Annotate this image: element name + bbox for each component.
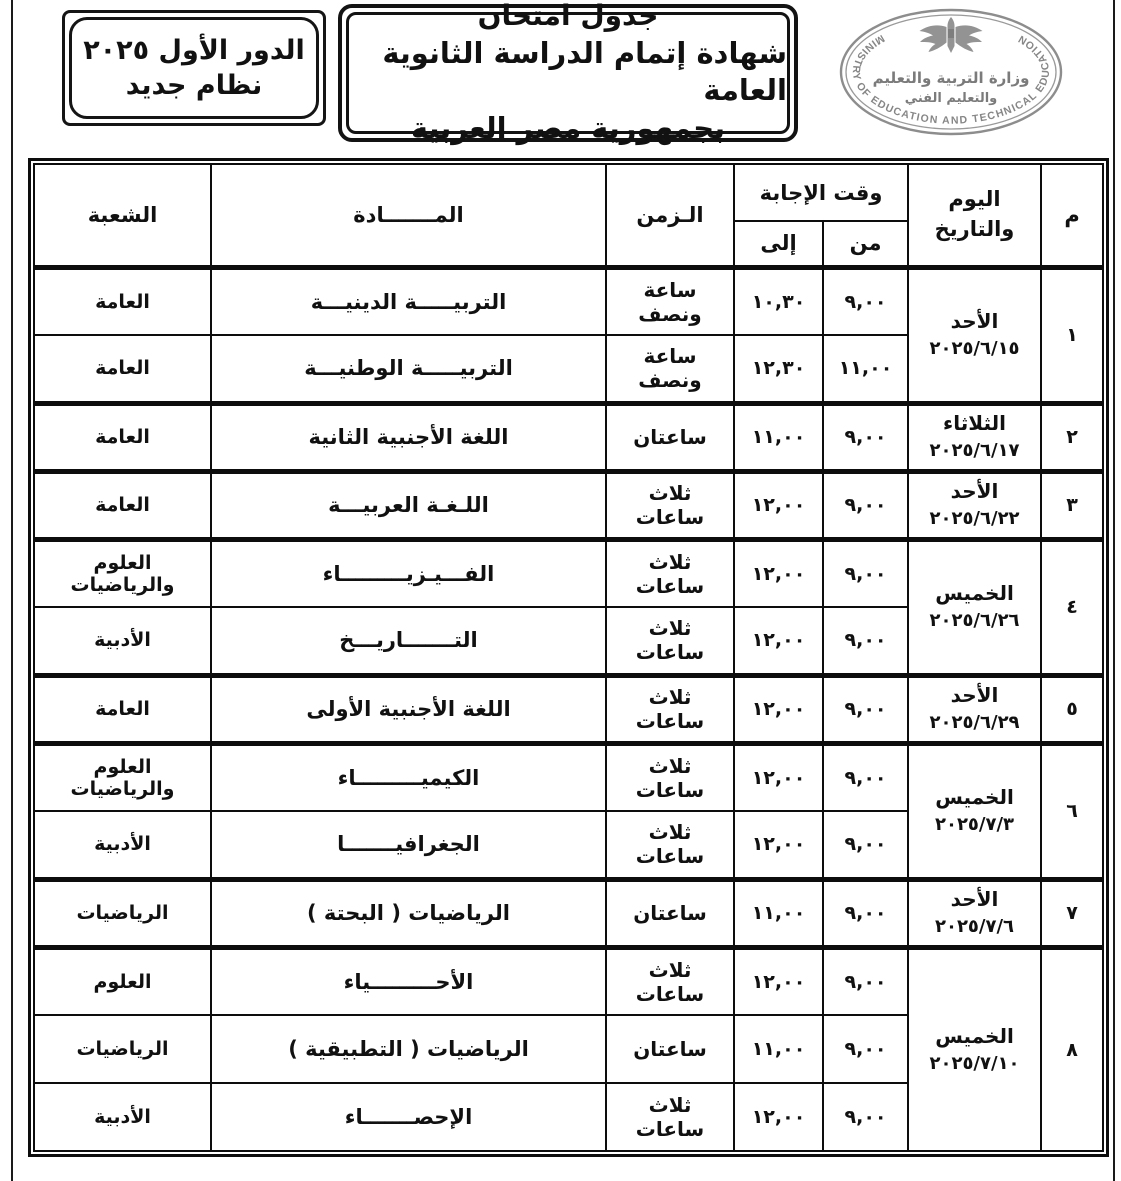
session-box	[62, 10, 326, 126]
branch-cell: العامة	[34, 267, 211, 335]
date-value: ٢٠٢٥/٦/٢٩	[929, 712, 1020, 734]
ministry-seal	[836, 5, 1066, 139]
from-cell: ٩,٠٠	[823, 607, 908, 675]
to-cell: ١٢,٠٠	[734, 471, 823, 539]
from-cell: ٩,٠٠	[823, 879, 908, 947]
duration-cell: ساعتان	[606, 1015, 734, 1083]
duration-cell: ثلاث ساعات	[606, 811, 734, 879]
branch-cell: العامة	[34, 335, 211, 403]
from-cell: ٩,٠٠	[823, 471, 908, 539]
branch-cell: العلوم والرياضيات	[34, 539, 211, 607]
duration-cell: ساعتان	[606, 879, 734, 947]
to-cell: ١١,٠٠	[734, 1015, 823, 1083]
day-date-cell	[908, 743, 1041, 879]
branch-cell: العامة	[34, 403, 211, 471]
from-cell: ٩,٠٠	[823, 675, 908, 743]
title-box-inner	[346, 0, 790, 146]
subject-cell: اللغة الأجنبية الأولى	[211, 675, 606, 743]
page-border-right	[1113, 0, 1115, 1181]
seal-arabic-line1: وزارة التربية والتعليم	[872, 69, 1030, 87]
subject-cell: اللـغـة العربيـــة	[211, 471, 606, 539]
subject-cell: الإحصـــــــاء	[211, 1083, 606, 1151]
day-name: الخميس	[935, 1024, 1014, 1049]
page-country: بجمهورية مصر العربية	[410, 111, 726, 146]
from-cell: ٩,٠٠	[823, 403, 908, 471]
date-value: ٢٠٢٥/٧/٦	[934, 916, 1015, 938]
seal-arabic-line2: والتعليم الفني	[904, 91, 998, 106]
duration-cell: ثلاث ساعات	[606, 539, 734, 607]
table-row	[34, 267, 1103, 335]
from-cell: ٩,٠٠	[823, 1083, 908, 1151]
to-cell: ١٢,٠٠	[734, 675, 823, 743]
day-name: الأحد	[950, 309, 999, 334]
num-cell: ٢	[1041, 403, 1103, 471]
branch-cell: الأدبية	[34, 607, 211, 675]
to-cell: ١٠,٣٠	[734, 267, 823, 335]
subject-cell: الكيميـــــــــاء	[211, 743, 606, 811]
page-border-left	[11, 0, 13, 1181]
subject-cell: الرياضيات ( التطبيقية )	[211, 1015, 606, 1083]
day-name: الأحد	[950, 479, 999, 504]
branch-cell: العلوم والرياضيات	[34, 743, 211, 811]
subject-cell: الفـــيـزيـــــــــاء	[211, 539, 606, 607]
page-subtitle: شهادة إتمام الدراسة الثانوية العامة	[382, 35, 787, 108]
subject-cell: التـــــــاريـــخ	[211, 607, 606, 675]
header-duration: الـزمن	[606, 164, 734, 267]
num-cell: ١	[1041, 267, 1103, 403]
header-from: من	[823, 221, 908, 267]
table-row	[34, 675, 1103, 743]
day-name: الثلاثاء	[943, 411, 1006, 436]
day-name: الخميس	[935, 785, 1014, 810]
branch-cell: الرياضيات	[34, 1015, 211, 1083]
duration-cell: ثلاث ساعات	[606, 471, 734, 539]
table-row	[34, 743, 1103, 811]
table-row	[34, 403, 1103, 471]
date-value: ٢٠٢٥/٧/٣	[934, 814, 1015, 836]
to-cell: ١٢,٠٠	[734, 947, 823, 1015]
seal-english-text: MINISTRY OF EDUCATION AND TECHNICAL EDUCATION	[849, 32, 1053, 127]
from-cell: ٩,٠٠	[823, 1015, 908, 1083]
subject-cell: الجغرافيـــــــا	[211, 811, 606, 879]
duration-cell: ساعتان	[606, 403, 734, 471]
duration-cell: ثلاث ساعات	[606, 947, 734, 1015]
branch-cell: الأدبية	[34, 811, 211, 879]
from-cell: ٩,٠٠	[823, 539, 908, 607]
exam-table-frame	[28, 158, 1109, 1157]
subject-cell: التربيـــــة الوطنيـــة	[211, 335, 606, 403]
duration-cell: ثلاث ساعات	[606, 1083, 734, 1151]
branch-cell: الأدبية	[34, 1083, 211, 1151]
table-row	[34, 947, 1103, 1015]
from-cell: ٩,٠٠	[823, 267, 908, 335]
subject-cell: الرياضيات ( البحتة )	[211, 879, 606, 947]
subject-cell: التربيـــــة الدينيـــة	[211, 267, 606, 335]
date-value: ٢٠٢٥/٦/١٧	[929, 440, 1020, 462]
from-cell: ١١,٠٠	[823, 335, 908, 403]
header-subject: المـــــــادة	[211, 164, 606, 267]
duration-cell: ساعة ونصف	[606, 267, 734, 335]
day-name: الأحد	[950, 887, 999, 912]
header-branch: الشعبة	[34, 164, 211, 267]
branch-cell: العامة	[34, 471, 211, 539]
num-cell: ٤	[1041, 539, 1103, 675]
day-date-cell	[908, 403, 1041, 471]
table-row	[34, 879, 1103, 947]
exam-table	[33, 163, 1104, 1152]
branch-cell: العامة	[34, 675, 211, 743]
day-name: الأحد	[950, 683, 999, 708]
header-day-line2: والتاريخ	[934, 216, 1015, 241]
table-row	[34, 471, 1103, 539]
header-day-line1: اليوم	[948, 187, 1001, 212]
duration-cell: ثلاث ساعات	[606, 607, 734, 675]
duration-cell: ساعة ونصف	[606, 335, 734, 403]
date-value: ٢٠٢٥/٦/١٥	[929, 338, 1020, 360]
title-box	[338, 0, 798, 146]
header-day-date	[908, 164, 1041, 267]
to-cell: ١١,٠٠	[734, 879, 823, 947]
duration-cell: ثلاث ساعات	[606, 743, 734, 811]
day-date-cell	[908, 947, 1041, 1151]
to-cell: ١٢,٠٠	[734, 811, 823, 879]
subject-cell: الأحـــــــــياء	[211, 947, 606, 1015]
from-cell: ٩,٠٠	[823, 743, 908, 811]
header-num: م	[1041, 164, 1103, 267]
day-date-cell	[908, 879, 1041, 947]
session-box-inner	[69, 17, 319, 119]
header-answer-time: وقت الإجابة	[734, 164, 908, 221]
session-round-label: الدور الأول ٢٠٢٥	[83, 35, 305, 66]
day-date-cell	[908, 675, 1041, 743]
num-cell: ٧	[1041, 879, 1103, 947]
num-cell: ٣	[1041, 471, 1103, 539]
from-cell: ٩,٠٠	[823, 811, 908, 879]
session-system-label: نظام جديد	[125, 70, 263, 101]
page-title: جدول امتحان	[477, 0, 659, 33]
day-name: الخميس	[935, 581, 1014, 606]
table-row	[34, 539, 1103, 607]
to-cell: ١٢,٠٠	[734, 607, 823, 675]
date-value: ٢٠٢٥/٧/١٠	[929, 1053, 1020, 1075]
to-cell: ١١,٠٠	[734, 403, 823, 471]
duration-cell: ثلاث ساعات	[606, 675, 734, 743]
day-date-cell	[908, 267, 1041, 403]
num-cell: ٥	[1041, 675, 1103, 743]
subject-cell: اللغة الأجنبية الثانية	[211, 403, 606, 471]
num-cell: ٨	[1041, 947, 1103, 1151]
date-value: ٢٠٢٥/٦/٢٢	[929, 508, 1020, 530]
from-cell: ٩,٠٠	[823, 947, 908, 1015]
day-date-cell	[908, 539, 1041, 675]
date-value: ٢٠٢٥/٦/٢٦	[929, 610, 1020, 632]
eagle-icon	[920, 17, 983, 53]
to-cell: ١٢,٠٠	[734, 1083, 823, 1151]
header-to: إلى	[734, 221, 823, 267]
branch-cell: العلوم	[34, 947, 211, 1015]
num-cell: ٦	[1041, 743, 1103, 879]
to-cell: ١٢,٣٠	[734, 335, 823, 403]
to-cell: ١٢,٠٠	[734, 743, 823, 811]
to-cell: ١٢,٠٠	[734, 539, 823, 607]
branch-cell: الرياضيات	[34, 879, 211, 947]
day-date-cell	[908, 471, 1041, 539]
